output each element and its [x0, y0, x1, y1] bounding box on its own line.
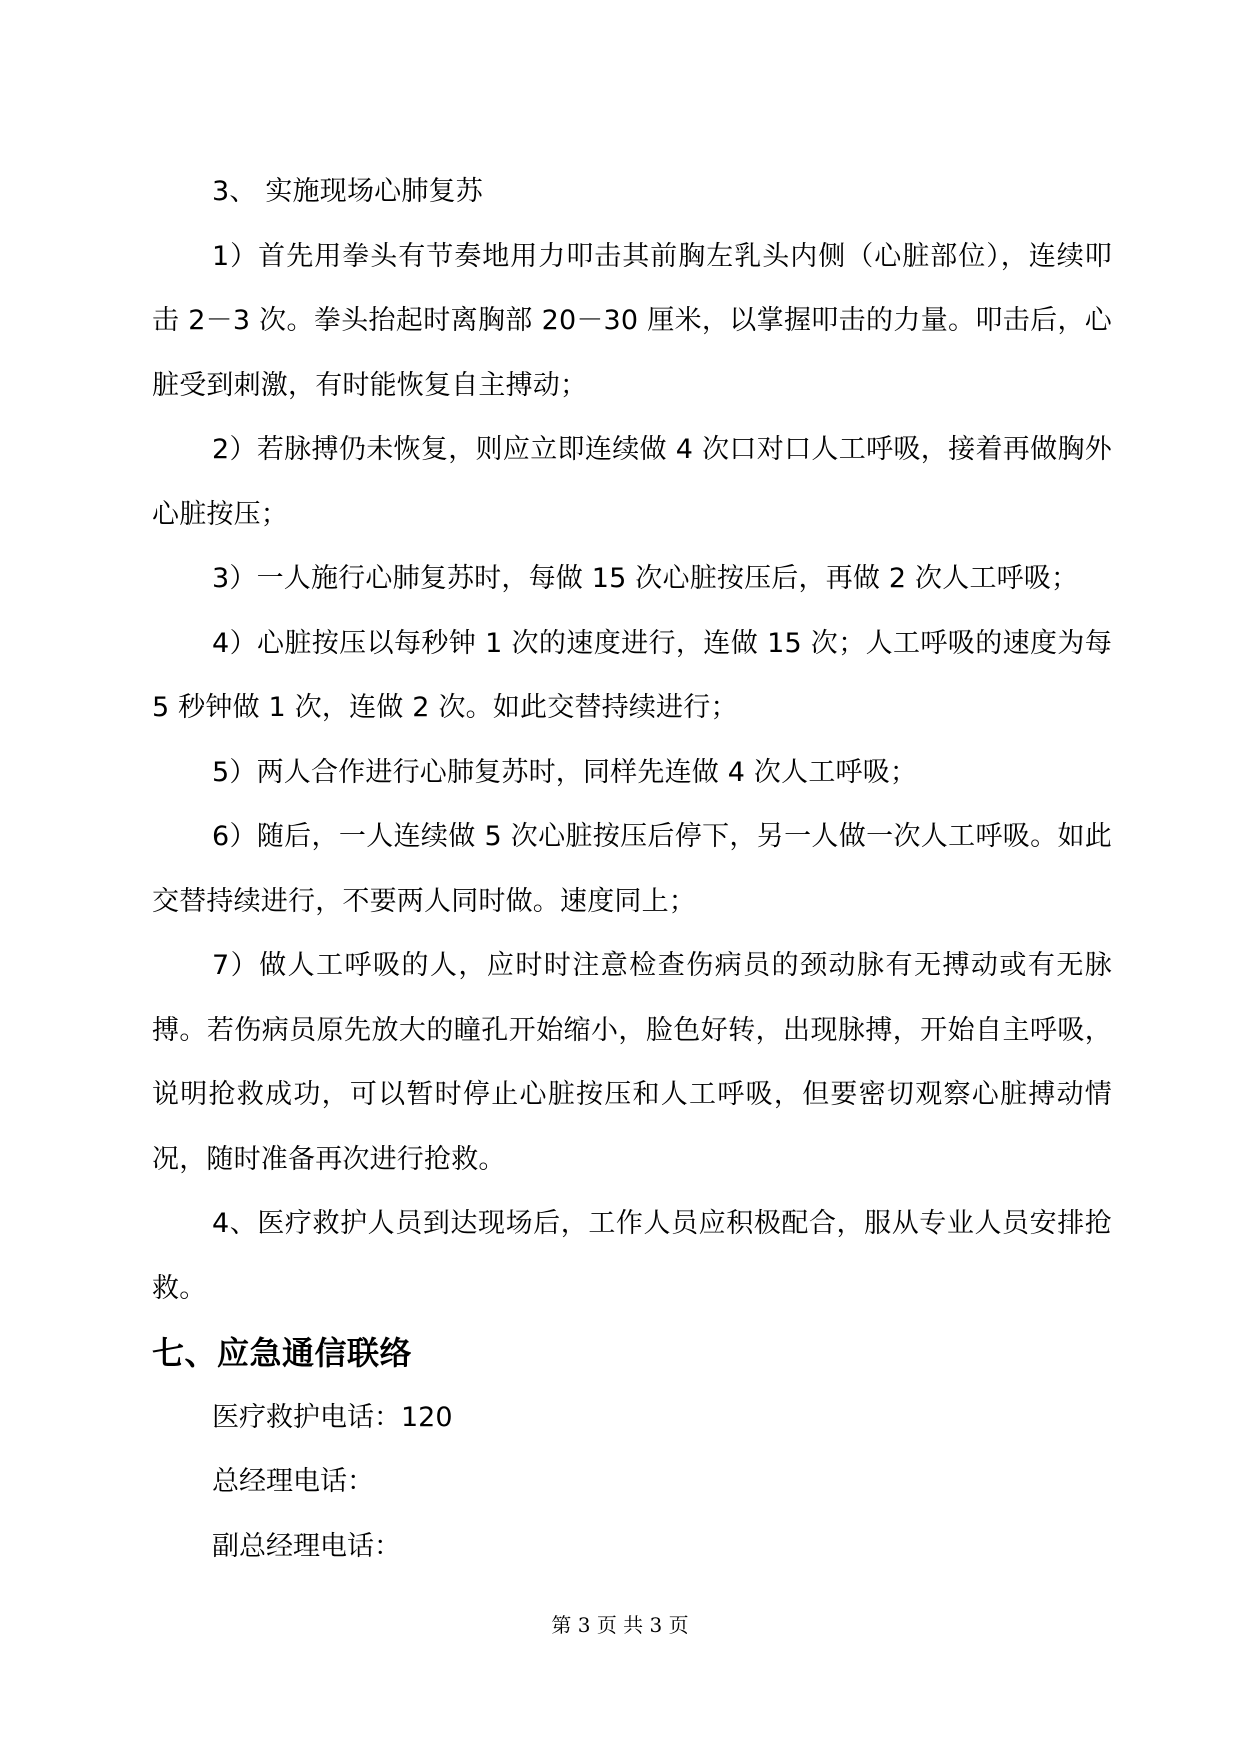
- subsection-heading-cpr: 3、 实施现场心肺复苏: [212, 176, 483, 207]
- paragraph-step-2: 2）若脉搏仍未恢复，则应立即连续做 4 次口对口人工呼吸，接着再做胸外心脏按压；: [152, 434, 1112, 530]
- section-heading-communication: 七、应急通信联络: [152, 1334, 413, 1372]
- paragraph-step-6: 6）随后，一人连续做 5 次心脏按压后停下，另一人做一次人工呼吸。如此交替持续进行，不要两人同时做。速度同上；: [152, 821, 1112, 917]
- paragraph-item-4: 4、医疗救护人员到达现场后，工作人员应积极配合，服从专业人员安排抢救。: [152, 1208, 1112, 1304]
- paragraph-step-5: 5）两人合作进行心肺复苏时，同样先连做 4 次人工呼吸；: [212, 756, 918, 788]
- contact-medical-phone: 医疗救护电话：120: [212, 1401, 453, 1433]
- paragraph-step-3: 3）一人施行心肺复苏时，每做 15 次心脏按压后，再做 2 次人工呼吸；: [212, 563, 1079, 594]
- paragraph-step-4: 4）心脏按压以每秒钟 1 次的速度进行，连做 15 次；人工呼吸的速度为每 5 秒钟做 1 次，连做 2 次。如此交替持续进行；: [152, 627, 1112, 723]
- document-body: [152, 160, 1112, 1579]
- contact-deputy-manager-phone: 副总经理电话：: [212, 1530, 401, 1562]
- paragraph-step-7: 7）做人工呼吸的人，应时时注意检查伤病员的颈动脉有无搏动或有无脉搏。若伤病员原先放大的瞳孔开始缩小，脸色好转，出现脉搏，开始自主呼吸，说明抢救成功，可以暂时停止心脏按压和人工呼吸，但要密切观察心脏搏动情况，随时准备再次进行抢救。: [152, 950, 1112, 1175]
- contact-general-manager-phone: 总经理电话：: [212, 1466, 374, 1497]
- page-footer: 第 3 页 共 3 页: [551, 1613, 689, 1637]
- paragraph-step-1: 1）首先用拳头有节奏地用力叩击其前胸左乳头内侧（心脏部位），连续叩击 2－3 次。拳头抬起时离胸部 20－30 厘米，以掌握叩击的力量。叩击后，心脏受到刺激，有时能恢复自主搏动；: [152, 240, 1112, 401]
